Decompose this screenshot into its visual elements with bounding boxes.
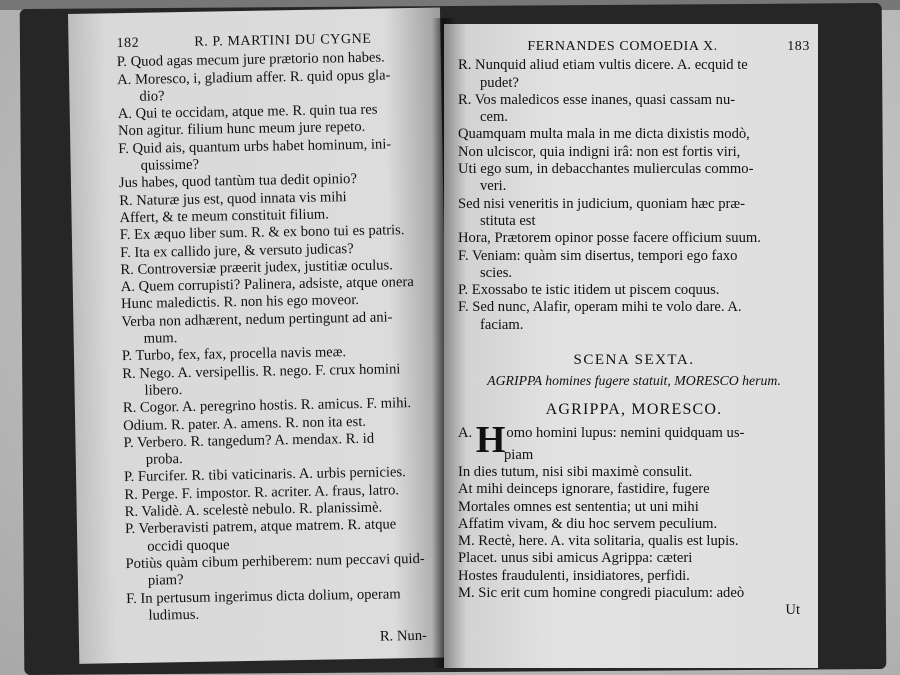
text-line: R. Cogor. A. peregrino hostis. R. amicus. F. mihi. [122,395,412,417]
right-page-number: 183 [787,39,810,54]
dropcap-text: omo homini lupus: nemini quidquam us- [506,424,745,441]
text-line: proba. [145,451,183,468]
text-line: F. Veniam: quàm sim disertus, tempori ego faxo [458,247,738,264]
dropcap-letter: H [475,418,506,461]
left-running-title: R. P. MARTINI DU CYGNE [194,31,372,50]
right-page [444,24,818,668]
text-line: Non ulciscor, quia indigni irâ: non est fortis viri, [458,143,741,160]
dropcap-line [458,418,810,461]
right-catchword: Ut [785,602,800,619]
text-line: cem. [480,109,508,126]
text-line: Uti ego sum, in debacchantes mulierculas commo- [458,161,754,178]
text-line: Quamquam multa mala in me dicta dixistis modò, [458,126,750,143]
text-line: Hostes fraudulenti, insidiatores, perfidi. [458,567,690,584]
text-line: R. Validè. A. scelestè nebulo. R. planissimè. [124,499,383,521]
scene-title: SCENA SEXTA. [573,352,695,369]
text-line: P. Furcifer. R. tibi vaticinaris. A. urbis pernicies. [123,464,406,486]
text-line: A. Quem corrupisti? Palinera, adsiste, atque onera [120,274,414,296]
right-text-block [458,57,810,334]
text-line: F. Ita ex callido jure, & versuto judicas? [120,240,354,261]
text-line: mum. [143,330,178,347]
text-line: R. Perge. F. impostor. R. acriter. A. fraus, latro. [124,482,400,503]
left-page-number: 182 [116,35,140,52]
text-line: At mihi deinceps ignorare, fastidire, fugere [458,481,710,498]
scene-argument: AGRIPPA homines fugere statuit, MORESCO herum. [487,373,781,389]
text-line: scies. [480,264,513,281]
text-line: quissime? [140,156,200,174]
text-line: Placet. unus sibi amicus Agrippa: cæteri [458,550,693,567]
text-line: ludimus. [148,606,200,624]
text-line: Odium. R. pater. A. amens. R. non ita est. [123,413,367,434]
text-line: dio? [139,88,165,105]
text-line: piam? [147,572,184,589]
text-line: Affert, & te meum constituit filium. [119,206,329,227]
text-line: stituta est [480,212,536,229]
text-line: P. Verbero. R. tangedum? A. mendax. R. id [123,430,375,451]
text-line: occidi quoque [147,536,230,555]
text-line: Hora, Prætorem opinor posse facere officium suum. [458,230,761,247]
left-text-block [117,49,437,625]
text-line: P. Verberavisti patrem, atque matrem. R. atque [124,516,397,538]
dramatis-personae: AGRIPPA, MORESCO. [545,401,723,419]
text-line: libero. [144,382,183,399]
text-line: R. Nego. A. versipellis. R. nego. F. crux homini [122,360,401,382]
dropcap-speaker: A. [458,424,473,441]
dropcap-continuation: piam [504,446,534,463]
text-line: Mortales omnes est sententia; ut uni mihi [458,498,699,515]
text-line: R. Controversiæ præerit judex, justitiæ oculus. [120,257,393,278]
text-line: F. Ex æquo liber sum. R. & ex bono tui es patris. [119,222,405,244]
text-line: A. Moresco, i, gladium affer. R. quid opus gla- [117,66,391,88]
text-line: Verba non adhærent, nedum pertingunt ad ani- [121,309,393,330]
text-line: M. Sic erit cum homine congredi piaculum: adeò [458,585,745,602]
text-line: F. In pertusum ingerimus dicta dolium, operam [126,585,401,607]
right-running-head [458,38,810,55]
text-line: P. Turbo, fex, fax, procella navis meæ. [121,344,347,365]
text-line: Jus habes, quod tantùm tua dedit opinio? [118,171,358,192]
text-line: Affatim vivam, & diu hoc servem peculium. [458,515,718,532]
left-catchword: R. Nun- [379,627,428,645]
text-line: A. Qui te occidam, atque me. R. quin tua res [117,101,378,123]
text-line: faciam. [480,316,524,333]
text-line: R. Vos maledicos esse inanes, quasi cassam nu- [458,91,736,108]
text-line: M. Rectè, here. A. vita solitaria, qualis est lupis. [458,533,739,550]
left-page [68,8,451,664]
text-line: Hunc maledictis. R. non his ego moveor. [120,292,360,313]
text-line: F. Quid ais, quantum urbs habet hominum, ini- [118,136,392,157]
right-text-block-after [458,464,810,602]
text-line: P. Quod agas mecum jure prætorio non habes. [116,49,385,71]
text-line: In dies tutum, nisi sibi maximè consulit. [458,463,693,480]
text-line: Non agitur. filium hunc meum jure repeto. [117,119,366,140]
text-line: R. Nunquid aliud etiam vultis dicere. A. ecquid te [458,57,748,74]
text-line: veri. [480,178,507,195]
right-running-title: FERNANDES COMOEDIA X. [527,39,718,54]
text-line: Potiùs quàm cibum perhiberem: num peccavi quid- [125,550,425,572]
text-line: Sed nisi veneritis in judicium, quoniam hæc præ- [458,195,745,212]
text-line: R. Naturæ jus est, quod innata vis mihi [119,188,347,209]
text-line: F. Sed nunc, Alafir, operam mihi te volo dare. A. [458,299,742,316]
text-line: P. Exossabo te istic itidem ut piscem coquus. [458,282,720,299]
text-line: pudet? [480,74,519,91]
